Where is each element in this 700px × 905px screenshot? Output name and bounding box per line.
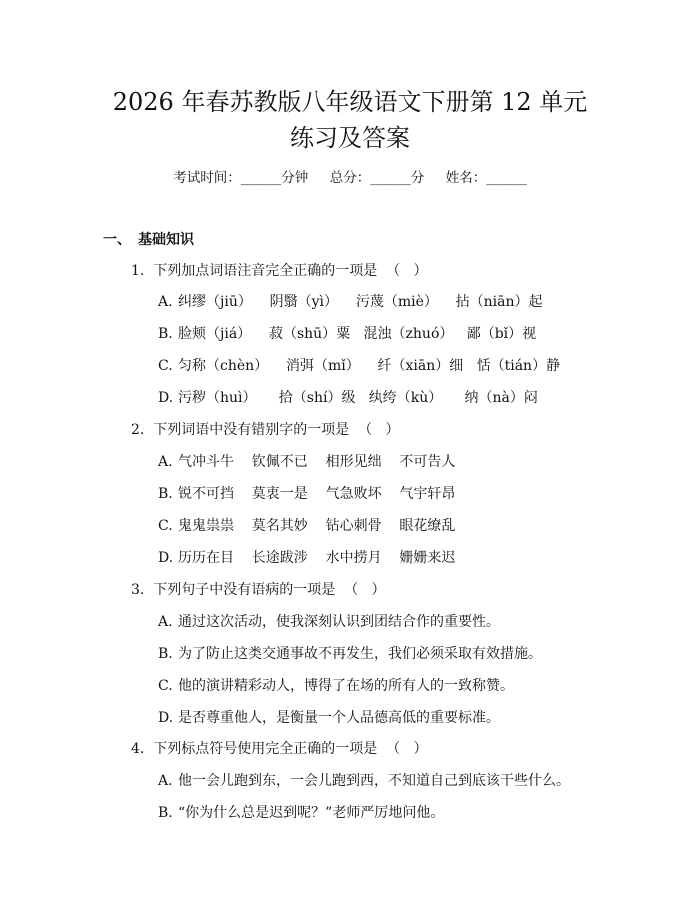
option-text: 匀称（chèn） 消弭（mǐ） 纤（xiān）细 恬（tián）静 [178, 358, 561, 374]
question-2-option-c [158, 517, 455, 535]
option-letter: B. [158, 805, 173, 821]
question-3-option-c [158, 677, 514, 695]
option-letter: C. [158, 358, 173, 374]
option-text: 他一会儿跑到东，一会儿跑到西，不知道自己到底该干些什么。 [178, 773, 570, 789]
question-1-stem: 1. 下列加点词语注音完全正确的一项是 （ ） [131, 263, 428, 279]
question-4-option-b [158, 804, 444, 822]
option-text: 污秽（huì） 拾（shí）级 纨绔（kù） 纳（nà）闷 [178, 390, 538, 406]
section-heading [103, 231, 194, 249]
question-1-option-d [158, 389, 538, 407]
option-text: 鬼鬼祟祟 莫名其妙 钻心刺骨 眼花缭乱 [178, 518, 456, 534]
question-2-option-a [158, 453, 455, 471]
question-3-option-d [158, 709, 500, 727]
option-text: 是否尊重他人，是衡量一个人品德高低的重要标准。 [178, 710, 500, 726]
question-2-option-b [158, 485, 455, 503]
question-2-option-d [158, 549, 455, 567]
question-3-option-b [158, 645, 542, 663]
option-text: 历历在目 长途跋涉 水中捞月 姗姗来迟 [178, 550, 456, 566]
option-letter: A. [158, 773, 173, 789]
option-text: 锐不可挡 莫衷一是 气急败坏 气宇轩昂 [178, 486, 456, 502]
option-letter: B. [158, 646, 173, 662]
section-number: 一、 [103, 232, 131, 248]
option-letter: D. [158, 710, 174, 726]
question-3-option-a [158, 613, 500, 631]
option-letter: B. [158, 326, 173, 342]
question-1-option-c [158, 357, 560, 375]
document-title-line-1: 2026 年春苏教版八年级语文下册第 12 单元 [112, 88, 588, 116]
option-text: 气冲斗牛 钦佩不已 相形见绌 不可告人 [178, 454, 456, 470]
option-letter: D. [158, 390, 174, 406]
option-letter: B. [158, 486, 173, 502]
document-title-line-2: 练习及答案 [290, 124, 410, 152]
question-4-option-a [158, 772, 570, 790]
option-letter: A. [158, 614, 173, 630]
option-text: 脸颊（jiá） 菽（shū）粟 混浊（zhuó） 鄙（bǐ）视 [178, 326, 537, 342]
option-letter: A. [158, 454, 173, 470]
option-letter: A. [158, 294, 173, 310]
option-text: “你为什么总是迟到呢？”老师严厉地问他。 [178, 805, 445, 821]
option-text: 纠缪（jiū） 阴翳（yì） 污蔑（miè） 拈（niān）起 [178, 294, 543, 310]
question-4-stem: 4. 下列标点符号使用完全正确的一项是 （ ） [131, 741, 428, 757]
exam-info-line: 考试时间：______分钟 总分：______分 姓名：______ [173, 170, 527, 186]
option-letter: D. [158, 550, 174, 566]
section-label: 基础知识 [138, 232, 194, 248]
question-3-stem: 3. 下列句子中没有语病的一项是 （ ） [131, 582, 386, 598]
option-letter: C. [158, 678, 173, 694]
question-1-option-a [158, 293, 543, 311]
option-text: 他的演讲精彩动人，博得了在场的所有人的一致称赞。 [178, 678, 514, 694]
option-letter: C. [158, 518, 173, 534]
option-text: 通过这次活动，使我深刻认识到团结合作的重要性。 [178, 614, 500, 630]
question-2-stem: 2. 下列词语中没有错别字的一项是 （ ） [131, 422, 400, 438]
option-text: 为了防止这类交通事故不再发生，我们必须采取有效措施。 [178, 646, 542, 662]
question-1-option-b [158, 325, 536, 343]
